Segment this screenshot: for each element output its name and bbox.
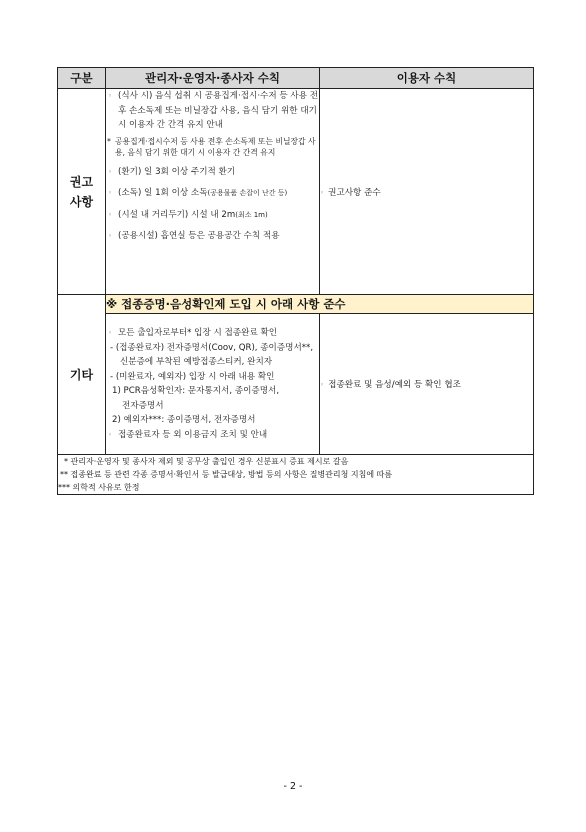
item-text: (소독) 일 1회 이상 소독 xyxy=(118,188,208,198)
note-text: 공용집게·접시수저 등 사용 전후 손소독제 또는 비닐장갑 사용, 음식 담기 위한 대기 시 이용자 간 간격 유지 xyxy=(115,136,316,157)
etc-manager-rules xyxy=(106,314,320,455)
recommendation-category xyxy=(58,89,106,295)
footnote: *** 의학적 사유로 한정 xyxy=(58,483,140,492)
item-text: (환기) 일 3회 이상 주기적 환기 xyxy=(118,166,236,177)
etc-user-rules xyxy=(320,314,534,455)
circle-bullet-icon: ◦ xyxy=(108,167,113,176)
etc-content-row xyxy=(58,314,534,455)
list-item xyxy=(106,165,319,180)
footnote: ** 접종완료 등 관련 각종 증명서·확인서 등 발급대상, 방법 등의 사항은 질병관리청 지침에 따름 xyxy=(60,470,393,479)
user-rule-text: 권고사항 준수 xyxy=(328,187,381,198)
circle-bullet-icon: ◦ xyxy=(108,92,113,100)
footnote-row xyxy=(58,455,534,495)
category-line: 권고 xyxy=(69,174,94,189)
list-line: 1) PCR음성확인자: 문자통지서, 종이증명서, xyxy=(112,386,280,396)
circle-bullet-icon: ◦ xyxy=(108,189,113,197)
item-text: (공용시설) 흡연실 등은 공용공간 수칙 적용 xyxy=(118,231,280,241)
item-text: (시설 내 거리두기) 시설 내 2m xyxy=(118,209,236,220)
list-line: 전자증명서 xyxy=(122,400,164,411)
list-item xyxy=(106,89,319,133)
table-header-row xyxy=(58,68,534,89)
item-text: 접종완료자 등 외 이용금지 조치 및 안내 xyxy=(118,429,268,440)
page-number: - 2 - xyxy=(283,781,303,792)
list-item xyxy=(106,186,319,201)
circle-bullet-icon: ◦ xyxy=(108,210,113,219)
note-mark: * xyxy=(107,136,111,146)
list-line: 2) 예외자***: 종이증명서, 전자증명서 xyxy=(112,415,256,425)
list-item xyxy=(106,229,319,244)
footnote: * 관리자·운영자 및 종사자 제외 및 공무상 출입인 경우 신분표시 증표 제시로 갈음 xyxy=(64,457,349,466)
header-manager-rules: 관리자·운영자·종사자 수칙 xyxy=(106,68,320,89)
circle-bullet-icon: ◦ xyxy=(320,381,325,389)
list-line: - (접종완료자) 전자증명서(Coov, QR), 종이증명서**, xyxy=(110,342,314,353)
circle-bullet-icon: ◦ xyxy=(108,430,113,439)
etc-banner-row xyxy=(58,295,534,314)
guideline-table xyxy=(57,67,534,495)
recommendation-user-rules xyxy=(320,89,534,295)
list-item xyxy=(106,208,319,223)
etc-category: 기타 xyxy=(58,295,106,455)
user-rule-text: 접종완료 및 음성/예외 등 확인 협조 xyxy=(328,380,461,390)
circle-bullet-icon: ◦ xyxy=(320,188,325,197)
list-item xyxy=(106,428,319,443)
note xyxy=(106,136,319,158)
recommendation-row xyxy=(58,89,534,295)
header-category: 구분 xyxy=(58,68,106,89)
circle-bullet-icon: ◦ xyxy=(108,232,113,240)
item-small-text: (공용물품 손잡이 난간 등) xyxy=(207,189,288,197)
category-line: 사항 xyxy=(69,194,94,209)
item-small-text: (최소 1m) xyxy=(235,210,268,219)
list-line: - (미완료자, 예외자) 입장 시 아래 내용 확인 xyxy=(110,371,275,382)
recommendation-manager-rules xyxy=(106,89,320,295)
list-line: 신분증에 부착된 예방접종스티커, 완치자 xyxy=(120,357,273,367)
item-text: (식사 시) 음식 섭취 시 공용집게·접시·수저 등 사용 전후 손소독제 또는 비닐장갑 사용, 음식 담기 위한 대기 시 이용자 간 간격 유지 안내 xyxy=(118,91,319,130)
header-user-rules: 이용자 수칙 xyxy=(320,68,534,89)
list-item xyxy=(106,326,319,341)
footnotes xyxy=(58,455,534,495)
etc-banner: ※ 접종증명·음성확인제 도입 시 아래 사항 준수 xyxy=(106,295,534,314)
item-text: 모든 출입자로부터* 입장 시 접종완료 확인 xyxy=(118,328,278,338)
circle-bullet-icon: ◦ xyxy=(108,329,113,337)
